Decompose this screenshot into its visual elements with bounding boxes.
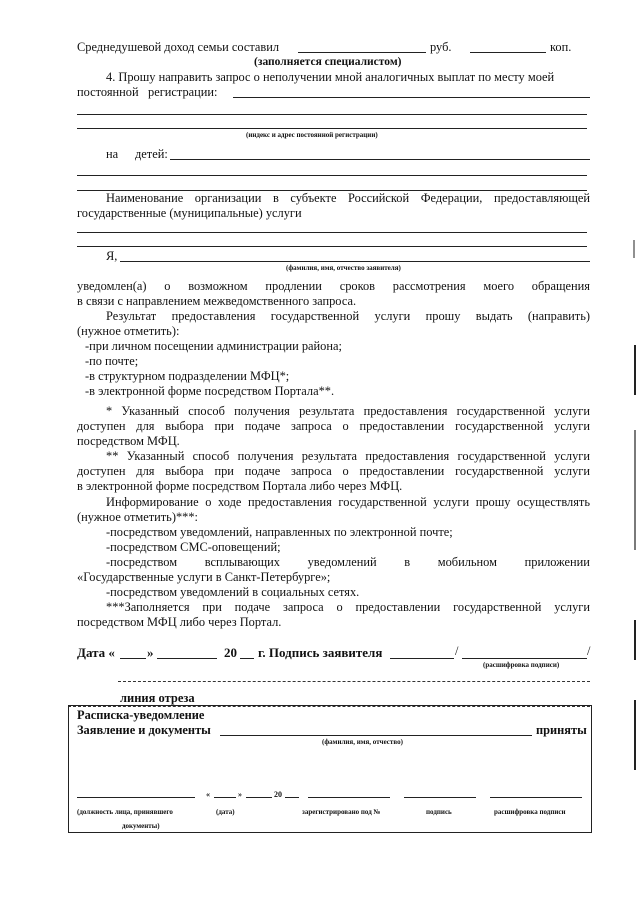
footnote3-line1: ***Заполняется при подаче запроса о предоставлении государственной услуги — [106, 600, 590, 614]
applicant-ya: Я, — [106, 249, 118, 263]
org-field-1[interactable] — [77, 232, 587, 233]
signature-sign-field[interactable] — [390, 658, 454, 659]
receipt-position-field[interactable] — [77, 797, 195, 798]
receipt-day-field[interactable] — [214, 797, 236, 798]
income-note: (заполняется специалистом) — [254, 56, 402, 68]
signature-decode-field[interactable] — [462, 658, 587, 659]
receipt-fio-field[interactable] — [220, 735, 532, 736]
receipt-title: Расписка-уведомление — [77, 708, 205, 722]
inform-option-sms[interactable]: -посредством СМС-оповещений; — [106, 540, 281, 554]
footnote2-line3: в электронной форме посредством Портала либо через МФЦ. — [77, 479, 403, 493]
inform-app-word-2: всплывающих — [204, 555, 280, 569]
income-label: Среднедушевой доход семьи составил — [77, 40, 280, 54]
applicant-line1: уведомлен(а) о возможном продлении сроков рассмотрения моего обращения — [77, 279, 590, 293]
result-option-2[interactable]: -по почте; — [85, 354, 139, 368]
inform-app-word-5: мобильном — [437, 555, 497, 569]
result-option-1[interactable]: -при личном посещении администрации района; — [85, 339, 342, 353]
receipt-date-close: » — [238, 790, 242, 799]
inform-app-word-1: -посредством — [106, 555, 178, 569]
item4-line2b: регистрации: — [148, 85, 218, 99]
receipt-month-field[interactable] — [246, 797, 272, 798]
receipt-fio-caption: (фамилия, имя, отчество) — [322, 738, 403, 746]
footnote2-line2: доступен для выбора при подаче запроса о предоставлении государственной услуги — [77, 464, 590, 478]
income-kop-label: коп. — [550, 40, 572, 54]
result-line2: (нужное отметить): — [77, 324, 180, 338]
inform-option-app[interactable] — [106, 555, 590, 570]
receipt-decode-field[interactable] — [490, 797, 582, 798]
receipt-caption-position-1: (должность лица, принявшего — [77, 808, 173, 816]
result-option-4[interactable]: -в электронной форме посредством Портала**. — [85, 384, 335, 398]
signature-year-field[interactable] — [240, 658, 254, 659]
receipt-caption-date: (дата) — [216, 808, 235, 816]
result-line1: Результат предоставления государственной услуги прошу выдать (направить) — [106, 309, 590, 323]
inform-option-social[interactable]: -посредством уведомлений в социальных сетях. — [106, 585, 360, 599]
registration-field-1[interactable] — [233, 97, 590, 98]
receipt-reg-field[interactable] — [308, 797, 390, 798]
org-line1: Наименование организации в субъекте Российской Федерации, предоставляющей — [106, 191, 590, 205]
inform-app-word-6: приложении — [524, 555, 590, 569]
children-label: детей: — [135, 147, 168, 161]
inform-app-word-3: уведомлений — [307, 555, 377, 569]
receipt-caption-position-2: документы) — [122, 822, 160, 830]
footnote3-line2: посредством МФЦ либо через Портал. — [77, 615, 282, 629]
result-option-3[interactable]: -в структурном подразделении МФЦ*; — [85, 369, 290, 383]
signature-month-field[interactable] — [157, 658, 217, 659]
income-kop-field[interactable] — [470, 52, 546, 53]
scan-mark-1 — [633, 240, 635, 258]
receipt-date-open: « — [206, 790, 210, 799]
footnote1-line2: доступен для выбора при подаче запроса о предоставлении государственной услуги — [77, 419, 590, 433]
signature-slash-2: / — [587, 644, 591, 658]
signature-date-close: » — [147, 645, 154, 660]
inform-app-word-4: в — [404, 555, 411, 569]
signature-caption: (расшифровка подписи) — [483, 661, 560, 669]
cut-line-label: линия отреза — [120, 691, 195, 705]
scan-mark-3 — [634, 430, 636, 550]
children-na: на — [106, 147, 119, 161]
signature-year-suffix: г. Подпись заявителя — [258, 645, 383, 660]
scan-mark-5 — [634, 700, 636, 770]
inform-line2: (нужное отметить)***: — [77, 510, 198, 524]
registration-caption: (индекс и адрес постоянной регистрации) — [246, 131, 378, 139]
inform-option-email[interactable]: -посредством уведомлений, направленных по электронной почте; — [106, 525, 453, 539]
item4-line2a: постоянной — [77, 85, 139, 99]
applicant-name-field[interactable] — [120, 261, 590, 262]
scan-mark-4 — [634, 620, 636, 660]
receipt-accepted: приняты — [536, 723, 587, 737]
receipt-caption-sign: подпись — [426, 808, 452, 816]
receipt-year: 20 — [274, 790, 282, 799]
footnote1-line3: посредством МФЦ. — [77, 434, 180, 448]
cut-dashes-upper — [118, 681, 590, 682]
item4-line1: 4. Прошу направить запрос о неполучении мной аналогичных выплат по месту моей — [106, 70, 555, 84]
signature-slash-1: / — [455, 644, 459, 658]
org-line2: государственные (муниципальные) услуги — [77, 206, 302, 220]
footnote1-line1: * Указанный способ получения результата предоставления государственной услуги — [106, 404, 590, 418]
signature-day-field[interactable] — [120, 658, 146, 659]
receipt-caption-reg: зарегистрировано под № — [302, 808, 381, 816]
receipt-year-field[interactable] — [285, 797, 299, 798]
income-rub-field[interactable] — [298, 52, 426, 53]
income-rub-label: руб. — [430, 40, 452, 54]
inform-app-line2: «Государственные услуги в Санкт-Петербурге»; — [77, 570, 331, 584]
receipt-docs-label: Заявление и документы — [77, 723, 211, 737]
org-field-2[interactable] — [77, 246, 587, 247]
scan-mark-2 — [634, 345, 636, 395]
registration-field-3[interactable] — [77, 128, 587, 129]
inform-line1: Информирование о ходе предоставления государственной услуги прошу осуществлять — [106, 495, 590, 509]
receipt-caption-decode: расшифровка подписи — [494, 808, 566, 816]
children-field-1[interactable] — [170, 159, 590, 160]
footnote2-line1: ** Указанный способ получения результата предоставления государственной услуги — [106, 449, 590, 463]
children-field-2[interactable] — [77, 175, 587, 176]
applicant-caption: (фамилия, имя, отчество заявителя) — [286, 264, 401, 272]
registration-field-2[interactable] — [77, 114, 587, 115]
applicant-line2: в связи с направлением межведомственного запроса. — [77, 294, 357, 308]
signature-date-label: Дата « — [77, 645, 115, 660]
receipt-sign-field[interactable] — [404, 797, 476, 798]
signature-year-prefix: 20 — [224, 645, 237, 660]
